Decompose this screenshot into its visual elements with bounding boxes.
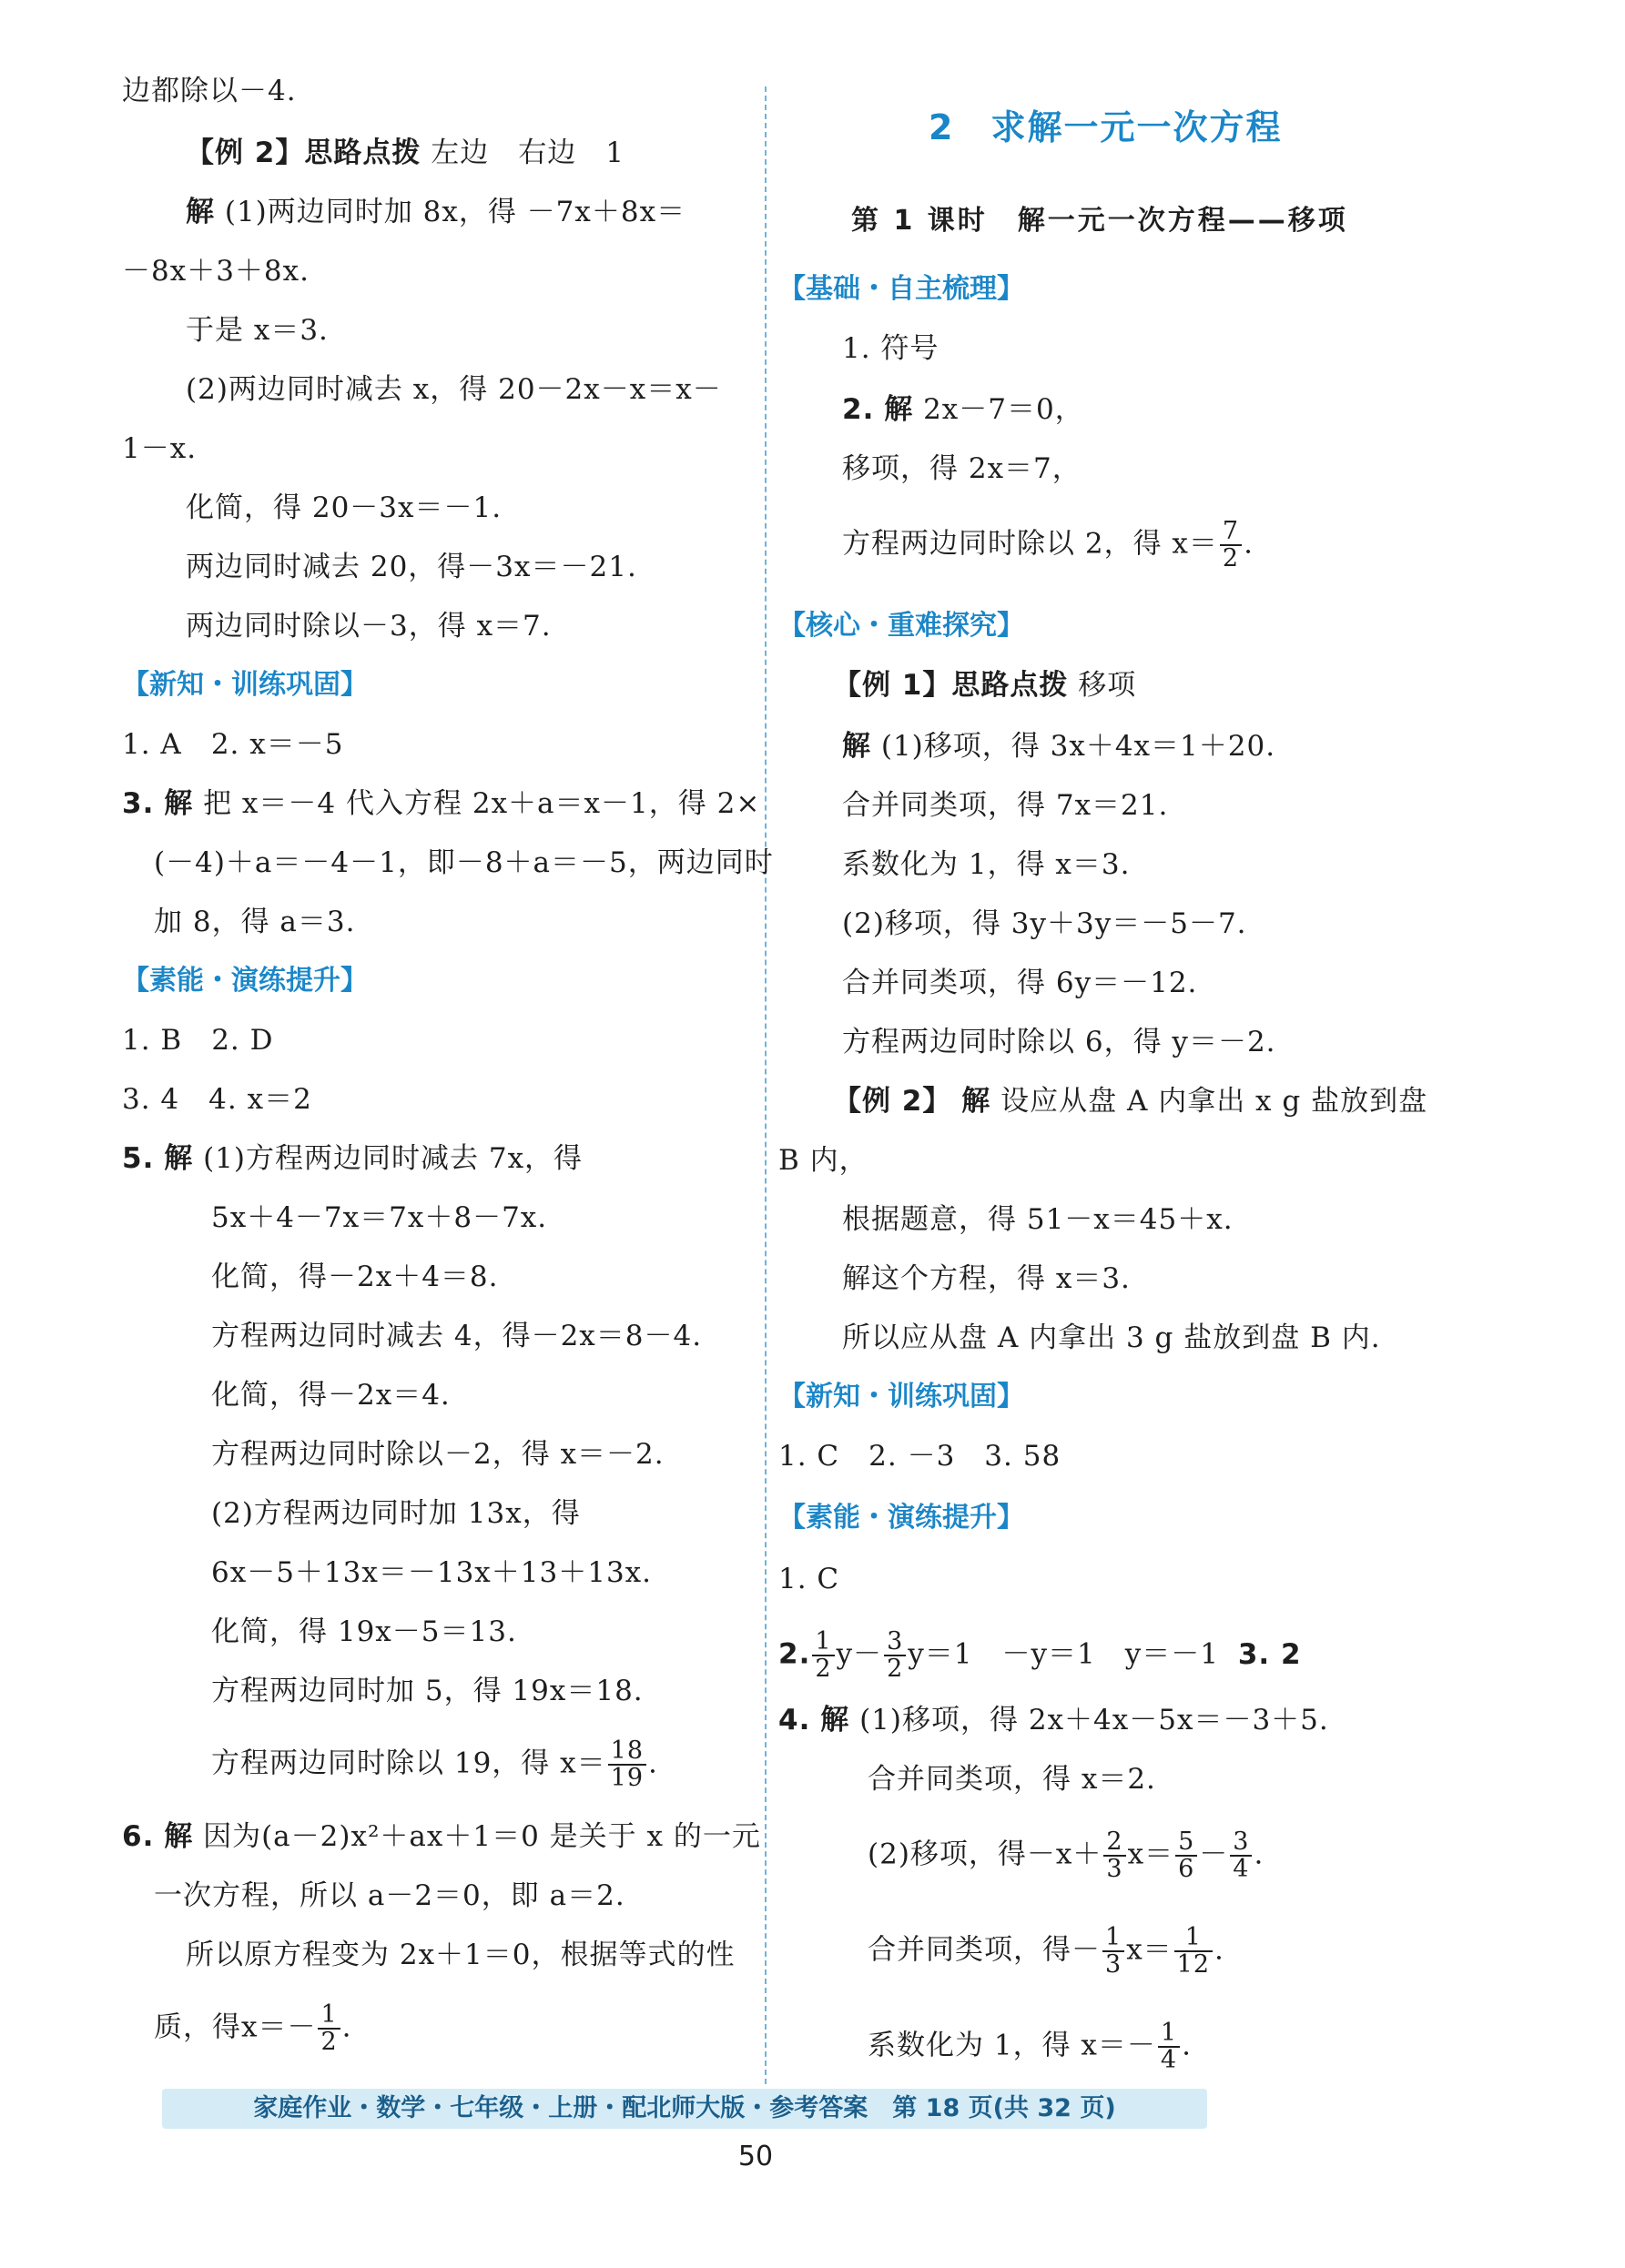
text-line: 两边同时减去 20，得－3x＝－21. (186, 551, 637, 583)
numerator: 1 (1158, 2020, 1180, 2048)
text-line: 所以原方程变为 2x＋1＝0，根据等式的性 (186, 1939, 736, 1971)
solution-text: 2x－7＝0， (923, 393, 1084, 426)
denominator: 12 (1176, 1950, 1211, 1979)
fraction-line (778, 1629, 1302, 1682)
fraction (318, 2002, 340, 2055)
denominator: 2 (815, 1655, 832, 1683)
text-line: 合并同类项，得 7x＝21. (842, 789, 1169, 822)
denominator: 2 (1222, 544, 1240, 572)
fraction (884, 1629, 906, 1682)
text-segment: . (341, 2010, 352, 2044)
denominator: 19 (610, 1764, 644, 1792)
text-segment: 合并同类项，得－ (868, 1933, 1101, 1967)
text-segment: － (1199, 1838, 1229, 1871)
hint-answer: 左边 右边 1 (431, 137, 625, 169)
fraction (812, 1629, 834, 1682)
example-2-hint (186, 135, 625, 171)
answer-line (122, 1140, 583, 1177)
text-line: 系数化为 1，得 x＝3. (842, 848, 1131, 881)
text-line: 边都除以－4. (122, 75, 297, 107)
fraction (1103, 1829, 1125, 1882)
fraction (1230, 1829, 1252, 1882)
text-line: 5x＋4－7x＝7x＋8－7x. (211, 1201, 548, 1234)
fraction-line (868, 1925, 1224, 1978)
text-line: 合并同类项，得 x＝2. (868, 1763, 1156, 1796)
fraction-line (211, 1738, 658, 1791)
numerator: 2 (1103, 1829, 1125, 1857)
solution-label: 解 (164, 787, 194, 820)
solution-text: 因为(a－2)x²＋ax＋1＝0 是关于 x 的一元 (203, 1820, 761, 1853)
text-line: 加 8，得 a＝3. (154, 906, 356, 938)
text-line: 合并同类项，得 6y＝－12. (842, 967, 1198, 999)
text-line: (2)方程两边同时加 13x，得 (211, 1497, 581, 1530)
text-line: (2)两边同时减去 x，得 20－2x－x＝x－ (186, 373, 722, 406)
text-segment: . (1254, 1838, 1264, 1871)
chapter-title: 2 求解一元一次方程 (929, 107, 1283, 147)
text-line: (2)移项，得 3y＋3y＝－5－7. (842, 907, 1247, 940)
solution-text: (1)移项，得 2x＋4x－5x＝－3＋5. (859, 1704, 1329, 1736)
answer-line: 1. C (778, 1563, 840, 1595)
numerator: 7 (1220, 519, 1242, 546)
answer-line: 3. 4 4. x＝2 (122, 1083, 312, 1116)
example-label: 【例 1】思路点拨 (833, 669, 1069, 702)
page-number: 50 (737, 2141, 774, 2172)
text-line: 根据题意，得 51－x＝45＋x. (842, 1203, 1234, 1236)
solution-label: 解 (164, 1820, 194, 1853)
text-segment: y＝1 －y＝1 y＝－1 (908, 1637, 1219, 1671)
denominator: 6 (1178, 1855, 1195, 1883)
text-line: 方程两边同时除以 6，得 y＝－2. (842, 1026, 1276, 1058)
footer-text: 家庭作业・数学・七年级・上册・配北师大版・参考答案 第 18 页(共 32 页) (253, 2094, 1116, 2122)
text-segment: . (1244, 527, 1254, 561)
solution-text: (1)方程两边同时减去 7x，得 (203, 1142, 584, 1175)
column-divider (765, 86, 767, 2084)
text-line: 一次方程，所以 a－2＝0，即 a＝2. (154, 1879, 625, 1912)
solution-label: 解 (961, 1085, 991, 1118)
fraction (1102, 1925, 1124, 1978)
answer-line (778, 1702, 1329, 1738)
text-segment: 系数化为 1，得 x＝－ (868, 2029, 1156, 2062)
section-heading-hexin: 【核心・重难探究】 (778, 610, 1024, 642)
hint-answer: 移项 (1078, 669, 1137, 702)
answer-item: 3. 2 (1237, 1637, 1302, 1671)
denominator: 2 (887, 1655, 904, 1683)
text-line: 于是 x＝3. (186, 314, 329, 347)
example-1-hint (833, 667, 1136, 704)
solution-label: 解 (164, 1142, 194, 1175)
text-line: 1－x. (122, 432, 198, 465)
numerator: 1 (318, 2002, 340, 2030)
solution-text: 把 x＝－4 代入方程 2x＋a＝x－1，得 2× (203, 787, 761, 820)
question-number: 4. (778, 1704, 811, 1736)
fraction (1158, 2020, 1180, 2073)
text-segment: (2)移项，得－x＋ (868, 1838, 1102, 1871)
fraction (1175, 1829, 1197, 1882)
text-line: 化简，得－2x＝4. (211, 1379, 451, 1412)
question-number: 6. (122, 1820, 155, 1853)
answer-line: 1. A 2. x＝－5 (122, 728, 344, 761)
solution-text: 设应从盘 A 内拿出 x g 盐放到盘 (1000, 1085, 1428, 1118)
text-segment: . (1182, 2029, 1192, 2062)
numerator: 3 (884, 1629, 906, 1656)
denominator: 4 (1233, 1855, 1250, 1883)
numerator: 5 (1175, 1829, 1197, 1857)
solution-line (186, 194, 686, 230)
text-line: B 内， (778, 1144, 868, 1177)
fraction-line (868, 1829, 1264, 1882)
section-heading-suneng: 【素能・演练提升】 (122, 965, 368, 997)
text-line: 化简，得－2x＋4＝8. (211, 1261, 499, 1293)
text-segment: x＝ (1127, 1838, 1174, 1871)
fraction-line (868, 2020, 1192, 2073)
text-line: 解这个方程，得 x＝3. (842, 1262, 1131, 1295)
question-number: 2. (842, 393, 875, 426)
text-segment: 方程两边同时除以 2，得 x＝ (842, 527, 1218, 561)
answer-line: 1. 符号 (842, 332, 939, 365)
text-line: －8x＋3＋8x. (122, 255, 310, 288)
text-line: 两边同时除以－3，得 x＝7. (186, 610, 552, 643)
answer-line (122, 785, 760, 822)
example-2-solution (833, 1083, 1427, 1119)
numerator: 1 (1174, 1925, 1213, 1952)
text-line: 化简，得 20－3x＝－1. (186, 491, 503, 524)
solution-label: 解 (820, 1704, 850, 1736)
example-label: 【例 2】思路点拨 (186, 137, 421, 169)
text-line: 方程两边同时除以－2，得 x＝－2. (211, 1438, 665, 1471)
text-line: 方程两边同时减去 4，得－2x＝8－4. (211, 1320, 703, 1352)
question-number: 2. (778, 1637, 811, 1671)
denominator: 3 (1105, 1950, 1122, 1979)
fraction-line (842, 519, 1254, 572)
example-label: 【例 2】 (833, 1085, 952, 1118)
solution-label: 解 (842, 730, 871, 763)
fraction (608, 1738, 646, 1791)
text-segment: 方程两边同时除以 19，得 x＝ (211, 1747, 606, 1780)
question-number: 5. (122, 1142, 155, 1175)
text-line: 所以应从盘 A 内拿出 3 g 盐放到盘 B 内. (842, 1321, 1381, 1354)
denominator: 4 (1160, 2046, 1178, 2074)
solution-line (842, 728, 1275, 764)
numerator: 18 (608, 1738, 646, 1766)
answer-line (122, 1818, 761, 1855)
text-line: 移项，得 2x＝7， (842, 452, 1082, 485)
answer-line (842, 391, 1084, 428)
answer-line: 1. C 2. －3 3. 58 (778, 1440, 1061, 1473)
text-segment: x＝ (1126, 1933, 1173, 1967)
text-line: 化简，得 19x－5＝13. (211, 1615, 517, 1648)
text-line: 6x－5＋13x＝－13x＋13＋13x. (211, 1556, 653, 1589)
question-number: 3. (122, 787, 155, 820)
lesson-title: 第 1 课时 解一元一次方程——移项 (851, 205, 1348, 237)
text-segment: y－ (836, 1637, 883, 1671)
footer-bar (162, 2089, 1207, 2129)
section-heading-jichu: 【基础・自主梳理】 (778, 273, 1024, 305)
answer-line: 1. B 2. D (122, 1024, 274, 1057)
solution-label: 解 (186, 196, 215, 228)
solution-text: (1)移项，得 3x＋4x＝1＋20. (880, 730, 1276, 763)
solution-text: (1)两边同时加 8x，得 －7x＋8x＝ (224, 196, 686, 228)
text-segment: . (648, 1747, 658, 1780)
denominator: 2 (320, 2028, 338, 2056)
text-segment: 质，得x＝－ (154, 2010, 317, 2044)
section-heading-suneng: 【素能・演练提升】 (778, 1502, 1024, 1534)
numerator: 1 (812, 1629, 834, 1656)
fraction (1174, 1925, 1213, 1978)
text-line: 方程两边同时加 5，得 19x＝18. (211, 1675, 644, 1707)
section-heading-xinzhi: 【新知・训练巩固】 (122, 669, 368, 701)
section-heading-xinzhi: 【新知・训练巩固】 (778, 1381, 1024, 1412)
text-line: (－4)＋a＝－4－1，即－8＋a＝－5，两边同时 (154, 846, 774, 879)
denominator: 3 (1106, 1855, 1123, 1883)
numerator: 3 (1230, 1829, 1252, 1857)
solution-label: 解 (884, 393, 914, 426)
text-segment: . (1214, 1933, 1224, 1967)
fraction-line (154, 2002, 352, 2055)
fraction (1220, 519, 1242, 572)
numerator: 1 (1102, 1925, 1124, 1952)
